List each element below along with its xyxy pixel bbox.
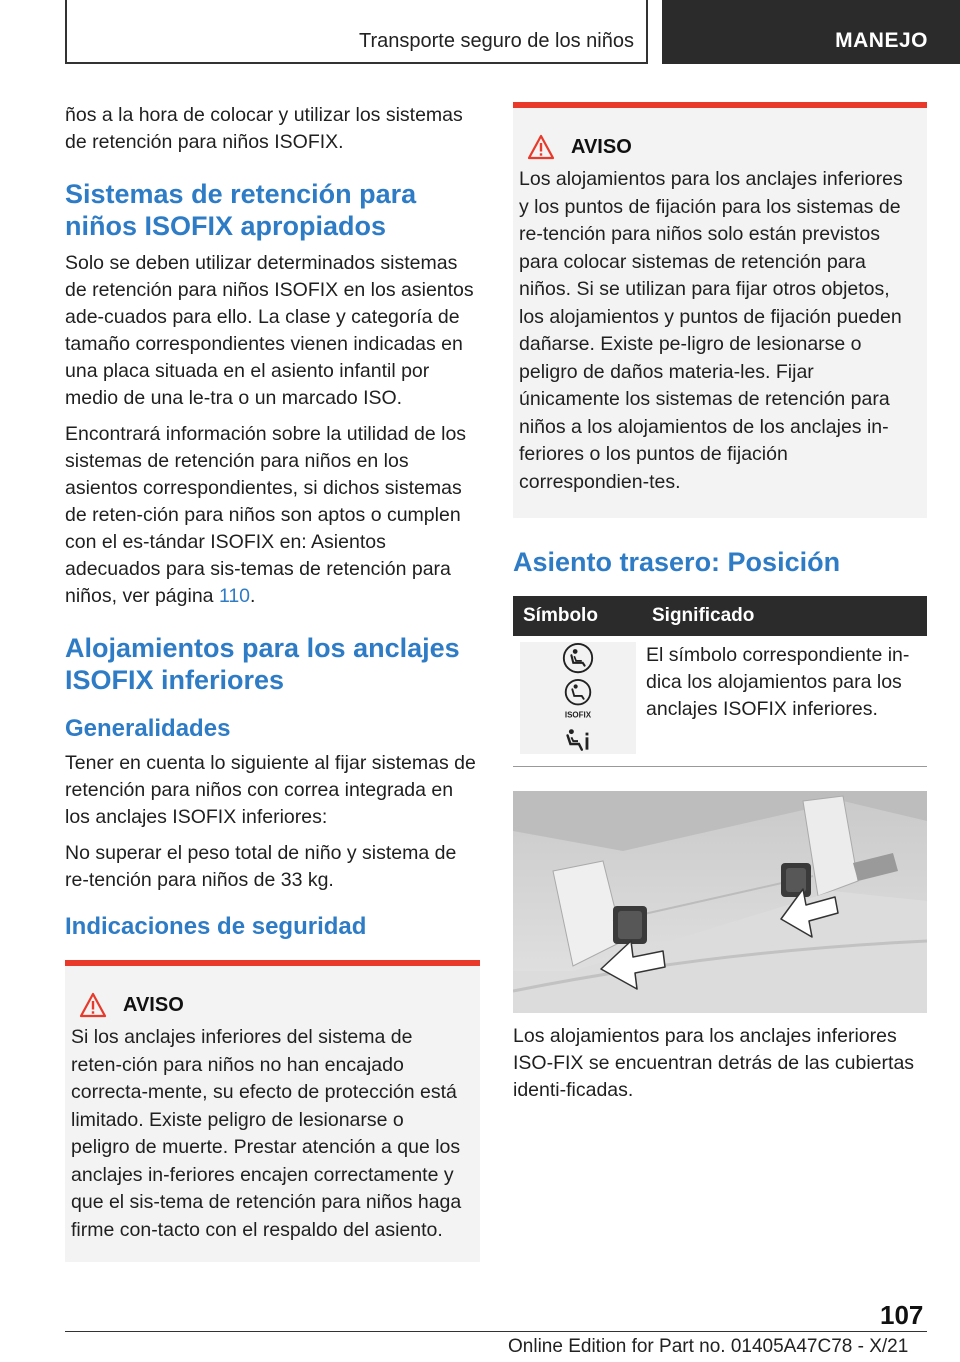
warning-text: Si los anclajes inferiores del sistema de reten-ción para niños no han encajado correcta-mente, su efecto de protección está limitado. Existe peligro de lesionarse o peligro de muerte. Prestar atención a que los anclajes in-feriores encajen correctamente y que el sis-tema de retención para niños haga firme con-tacto con el respaldo del asiento. xyxy=(71,1026,462,1241)
footer-edition: Online Edition for Part no. 01405A47C78 - X/21 xyxy=(508,1336,909,1357)
isofix-label-text: ISOFIX xyxy=(564,710,592,720)
section-divider xyxy=(513,766,927,767)
table-header-meaning: Significado xyxy=(642,596,927,636)
warning-title-row xyxy=(71,992,466,1018)
intro-paragraph: ños a la hora de colocar y utilizar los sistemas de retención para niños ISOFIX. xyxy=(65,104,463,153)
isofix-symbols xyxy=(520,642,636,754)
heading-seguridad: Indicaciones de seguridad xyxy=(65,913,367,940)
page-reference-link[interactable]: 110 xyxy=(218,585,251,607)
isofix-label-icon xyxy=(561,678,595,721)
isofix-child-seat-icon xyxy=(561,642,595,674)
header-chapter-box xyxy=(662,0,960,64)
heading-alojamientos: Alojamientos para los anclajes ISOFIX inferiores xyxy=(65,633,460,695)
paragraph-sistemas-1: Solo se deben utilizar determinados sistemas de retención para niños ISOFIX en los asientos ade-cuados para ello. La clase y categoría de tamaño correspondientes vienen indicadas en una placa situada en el asiento infantil por medio de una le-tra o un marcado ISO. xyxy=(65,252,474,409)
paragraph-generalidades-1: Tener en cuenta lo siguiente al fijar sistemas de retención para niños con correa integrada en los anclajes ISOFIX inferiores: xyxy=(65,752,476,828)
symbol-table xyxy=(513,596,927,754)
isofix-anchor-photo xyxy=(513,791,927,1013)
page-number: 107 xyxy=(880,1300,924,1330)
symbol-meaning-text: El símbolo correspondiente in-dica los alojamientos para los anclajes ISOFIX inferiores. xyxy=(646,644,910,720)
table-cell-symbol xyxy=(513,636,642,754)
header-section-box xyxy=(65,0,648,64)
paragraph-sistemas-2-text: Encontrará información sobre la utilidad de los sistemas de retención para niños en los asientos correspondientes, si dichos sistemas de reten-ción para niños son aptos o cumplen con el es-tándar ISOFIX en: Asientos adecuados para sis-temas de retención para niños, ver página xyxy=(65,423,467,607)
warning-text: Los alojamientos para los anclajes inferiores y los puntos de fijación para los sistemas de re-tención para niños solo están previstos para colocar sistemas de retención para niños. Si se utilizan para fijar otros objetos, los alojamientos y puntos de fijación pueden dañarse. Existe pe-ligro de lesionarse o peligro de daños materia-les. Fijar únicamente los sistemas de retención para niños a los alojamientos de los anclajes in-feriores o los puntos de fijación correspondien-tes. xyxy=(519,168,903,493)
warning-triangle-icon xyxy=(527,134,555,160)
warning-title: AVISO xyxy=(123,993,184,1016)
photo-caption: Los alojamientos para los anclajes inferiores ISO-FIX se encuentran detrás de las cubiertas identi-ficadas. xyxy=(513,1025,915,1101)
heading-sistemas: Sistemas de retención para niños ISOFIX apropiados xyxy=(65,179,417,241)
table-row xyxy=(513,636,927,754)
header-section-title: Transporte seguro de los niños xyxy=(359,30,634,52)
table-cell-meaning xyxy=(642,636,927,754)
paragraph-generalidades-2: No superar el peso total de niño y sistema de re-tención para niños de 33 kg. xyxy=(65,842,457,891)
warning-box-left xyxy=(65,960,480,1262)
paragraph-sistemas-2 xyxy=(65,421,480,610)
isofix-info-icon xyxy=(563,726,593,754)
warning-title-row xyxy=(519,134,913,160)
header-chapter-title: MANEJO xyxy=(835,29,928,52)
left-column xyxy=(65,102,480,1262)
footer-divider xyxy=(65,1331,927,1332)
warning-triangle-icon xyxy=(79,992,107,1018)
warning-box-right xyxy=(513,102,927,518)
heading-generalidades: Generalidades xyxy=(65,715,231,742)
rear-seat-illustration xyxy=(513,791,927,1013)
right-column xyxy=(513,102,927,1113)
heading-asiento-trasero: Asiento trasero: Posición xyxy=(513,547,841,577)
table-header-symbol: Símbolo xyxy=(513,596,642,636)
paragraph-sistemas-2-end: . xyxy=(250,585,256,607)
warning-title: AVISO xyxy=(571,135,632,158)
